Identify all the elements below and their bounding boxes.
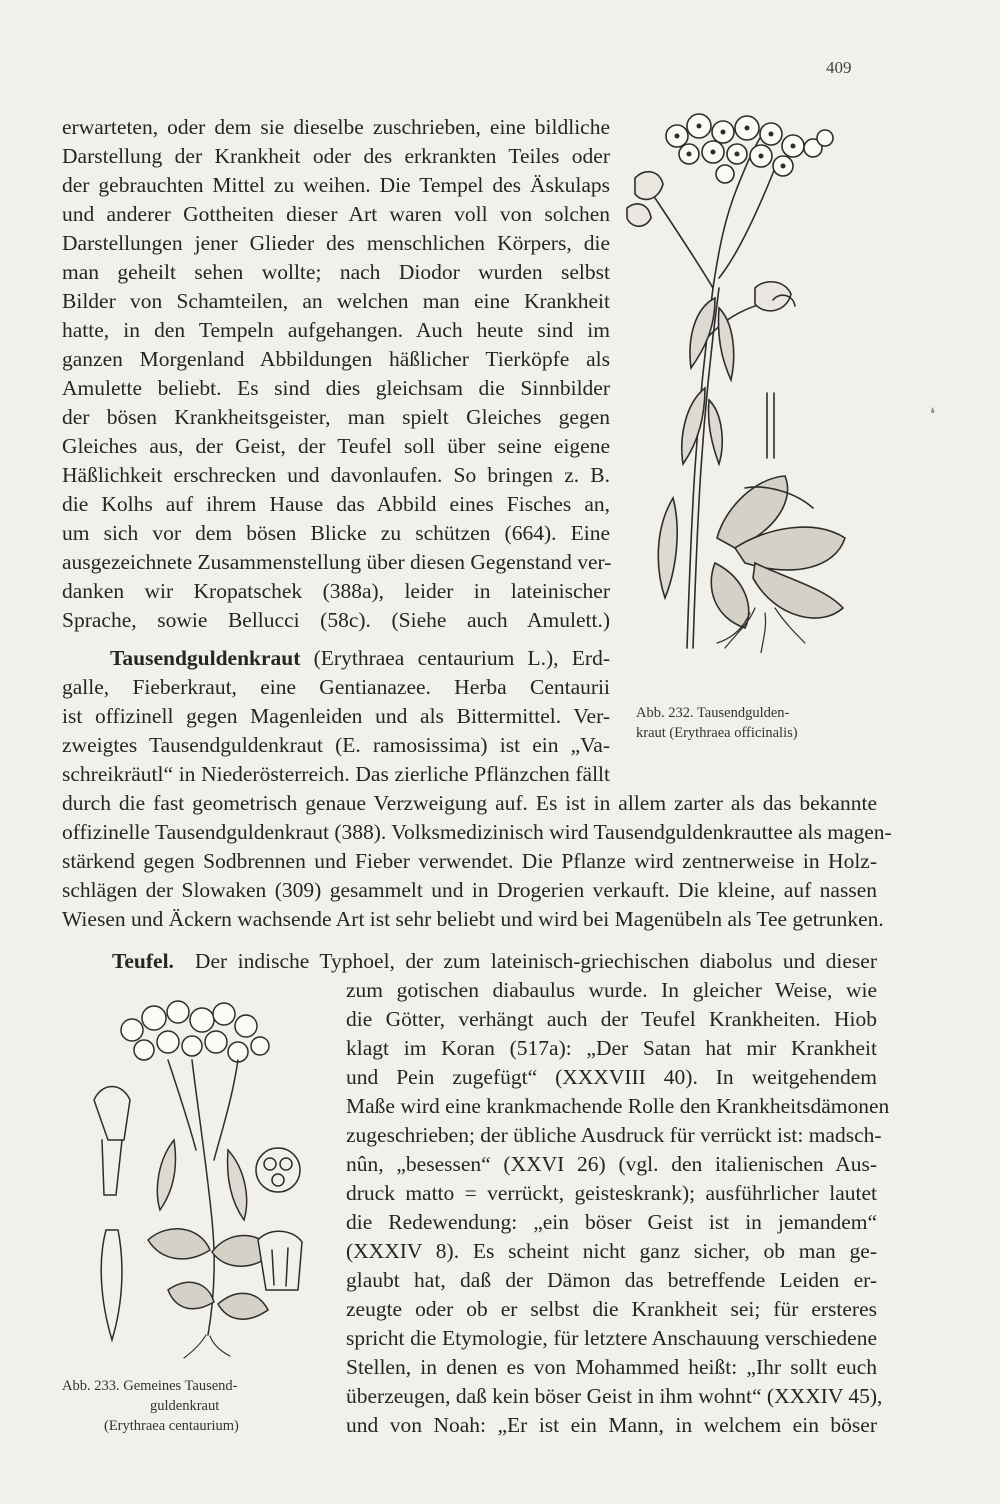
- text-line: spricht die Etymologie, für letztere Anschauung verschiedene: [346, 1326, 877, 1350]
- text-line: galle, Fieberkraut, eine Gentianazee. Herba Centaurii: [62, 675, 610, 699]
- text-line: nûn, „besessen“ (XXVI 26) (vgl. den italienischen Aus-: [346, 1152, 877, 1176]
- text-line: um sich vor dem bösen Blicke zu schützen (664). Eine: [62, 521, 610, 545]
- text-line: Darstellungen jener Glieder des menschlichen Körpers, die: [62, 231, 610, 255]
- text-line: man geheilt sehen wollte; nach Diodor wurden selbst: [62, 260, 610, 284]
- text-line: überzeugen, daß kein böser Geist in ihm wohnt“ (XXXIV 45),: [346, 1384, 883, 1408]
- text-line: ganzen Morgenland Abbildungen häßlicher Tierköpfe als: [62, 347, 610, 371]
- text-line: Bilder von Schamteilen, an welchen man eine Krankheit: [62, 289, 610, 313]
- text-line: Maße wird eine krankmachende Rolle den Krankheitsdämonen: [346, 1094, 890, 1118]
- entry-tausendguldenkraut-line: [110, 645, 610, 671]
- entry-text: Der indische Typhoel, der zum lateinisch-griechischen diabolus und dieser: [194, 949, 878, 973]
- text-line: der bösen Krankheitsgeister, man spielt Gleiches gegen: [62, 405, 610, 429]
- text-line: Darstellung der Krankheit oder des erkrankten Teiles oder: [62, 144, 610, 168]
- text-line: durch die fast geometrisch genaue Verzweigung auf. Es ist in allem zarter als das bekannte: [62, 791, 877, 815]
- text-line: die Götter, verhängt auch der Teufel Krankheiten. Hiob: [346, 1007, 877, 1031]
- text-line: Wiesen und Äckern wachsende Art ist sehr beliebt und wird bei Magenübeln als Tee getrunken.: [62, 907, 884, 931]
- text-line: (XXXIV 8). Es scheint nicht ganz sicher, ob man ge-: [346, 1239, 877, 1263]
- text-line: Stellen, in denen es von Mohammed heißt: „Ihr sollt euch: [346, 1355, 877, 1379]
- text-line: ausgezeichnete Zusammenstellung über diesen Gegenstand ver-: [62, 550, 612, 574]
- text-line: Gleiches aus, der Geist, der Teufel soll über seine eigene: [62, 434, 610, 458]
- text-line: Häßlichkeit erschrecken und davonlaufen. So bringen z. B.: [62, 463, 610, 487]
- text-line: der gebrauchten Mittel zu weihen. Die Tempel des Äskulaps: [62, 173, 610, 197]
- text-line: und anderer Gottheiten dieser Art waren voll von solchen: [62, 202, 610, 226]
- text-line: zugeschrieben; der übliche Ausdruck für verrückt ist: madsch-: [346, 1123, 882, 1147]
- text-line: erwarteten, oder dem sie dieselbe zuschrieben, eine bildliche: [62, 115, 610, 139]
- text-line: Amulette beliebt. Es sind dies gleichsam die Sinnbilder: [62, 376, 610, 400]
- text-line: Sprache, sowie Bellucci (58c). (Siehe auch Amulett.): [62, 608, 610, 632]
- figure-232-caption-line2: kraut (Erythraea officinalis): [636, 725, 798, 741]
- text-line: hatte, in den Tempeln aufgehangen. Auch heute sind im: [62, 318, 610, 342]
- entry-teufel-first-line: [112, 948, 877, 974]
- entry-term-tausendguldenkraut: Tausendguldenkraut: [110, 646, 301, 670]
- figure-232-caption-line1: Abb. 232. Tausendgulden-: [636, 705, 790, 721]
- text-line: ist offizinell gegen Magenleiden und als Bittermittel. Ver-: [62, 704, 610, 728]
- text-line: schlägen der Slowaken (309) gesammelt und in Drogerien verkauft. Die kleine, auf nassen: [62, 878, 877, 902]
- figure-233-caption-line2: guldenkraut: [150, 1398, 220, 1414]
- margin-mark: ❛: [930, 404, 936, 423]
- figure-233-caption-line1: Abb. 233. Gemeines Tausend-: [62, 1378, 238, 1394]
- text-line: glaubt hat, daß der Dämon das betreffende Leiden er-: [346, 1268, 877, 1292]
- text-line: die Kolhs auf ihrem Hause das Abbild eines Fisches an,: [62, 492, 610, 516]
- text-line: danken wir Kropatschek (388a), leider in lateinischer: [62, 579, 610, 603]
- text-line: zweigtes Tausendguldenkraut (E. ramosissima) ist ein „Va-: [62, 733, 610, 757]
- entry-text: (Erythraea centaurium L.), Erd-: [300, 646, 610, 670]
- text-line: stärkend gegen Sodbrennen und Fieber verwendet. Die Pflanze wird zentnerweise in Holz-: [62, 849, 877, 873]
- text-line: druck matto = verrückt, geisteskrank); ausführlicher lautet: [346, 1181, 877, 1205]
- figure-233-caption-line3: (Erythraea centaurium): [104, 1418, 239, 1434]
- figure-232-illustration: [625, 108, 875, 653]
- text-line: zum gotischen diabaulus wurde. In gleicher Weise, wie: [346, 978, 877, 1002]
- text-line: und von Noah: „Er ist ein Mann, in welchem ein böser: [346, 1413, 877, 1437]
- entry-term-teufel: Teufel.: [112, 949, 174, 973]
- figure-233-illustration: [88, 990, 328, 1360]
- text-line: offizinelle Tausendguldenkraut (388). Volksmedizinisch wird Tausendguldenkrauttee als magen-: [62, 820, 892, 844]
- page-number: 409: [826, 58, 852, 77]
- text-line: zeugte oder ob er selbst die Krankheit sei; für ersteres: [346, 1297, 877, 1321]
- text-line: klagt im Koran (517a): „Der Satan hat mir Krankheit: [346, 1036, 877, 1060]
- text-line: und Pein zugefügt“ (XXXVIII 40). In weitgehendem: [346, 1065, 877, 1089]
- text-line: die Redewendung: „ein böser Geist ist in jemandem“: [346, 1210, 877, 1234]
- text-line: schreikräutl“ in Niederösterreich. Das zierliche Pflänzchen fällt: [62, 762, 610, 786]
